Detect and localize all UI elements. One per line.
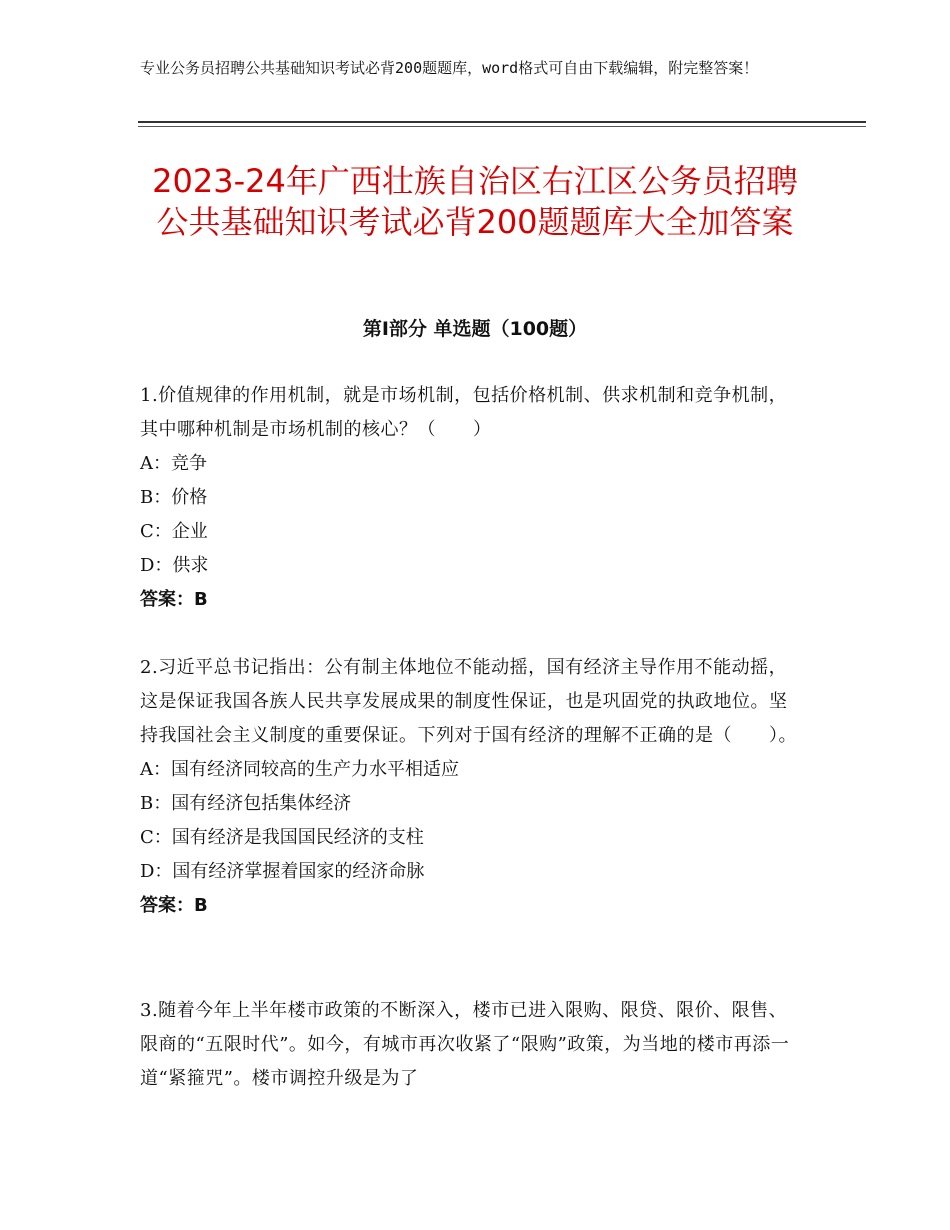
option-b: B：国有经济包括集体经济 — [140, 793, 352, 814]
question-stem: 3.随着今年上半年楼市政策的不断深入，楼市已进入限购、限贷、限价、限售、限商的“五限时代”。如今，有城市再次收紧了“限购”政策，为当地的楼市再添一道“紧箍咒”。楼市调控升级是为了 — [140, 1000, 790, 1089]
header-divider-thick — [138, 121, 866, 123]
option-c: C：企业 — [140, 521, 208, 542]
option-c: C：国有经济是我国国民经济的支柱 — [140, 827, 424, 848]
section-heading: 第Ⅰ部分 单选题（100题） — [362, 318, 588, 340]
header-note: 专业公务员招聘公共基础知识考试必背200题题库，word格式可自由下载编辑，附完整答案！ — [140, 59, 759, 77]
question-1 — [140, 379, 800, 617]
question-3 — [140, 994, 800, 1096]
question-stem: 1.价值规律的作用机制，就是市场机制，包括价格机制、供求机制和竞争机制，其中哪种机制是市场机制的核心？（ ） — [140, 385, 788, 440]
document-title: 2023-24年广西壮族自治区右江区公务员招聘公共基础知识考试必背200题题库大全加答案 — [152, 162, 798, 241]
question-stem: 2.习近平总书记指出：公有制主体地位不能动摇，国有经济主导作用不能动摇，这是保证我国各族人民共享发展成果的制度性保证，也是巩固党的执政地位。坚持我国社会主义制度的重要保证。下列对于国有经济的理解不正确的是（ ）。 — [140, 657, 797, 746]
option-a: A：国有经济同较高的生产力水平相适应 — [140, 759, 459, 780]
answer: 答案：B — [140, 589, 208, 610]
answer: 答案：B — [140, 895, 208, 916]
option-a: A：竞争 — [140, 453, 207, 474]
header-divider-thin — [138, 126, 866, 127]
option-d: D：供求 — [140, 555, 209, 576]
option-b: B：价格 — [140, 487, 208, 508]
option-d: D：国有经济掌握着国家的经济命脉 — [140, 861, 425, 882]
question-2 — [140, 651, 800, 923]
